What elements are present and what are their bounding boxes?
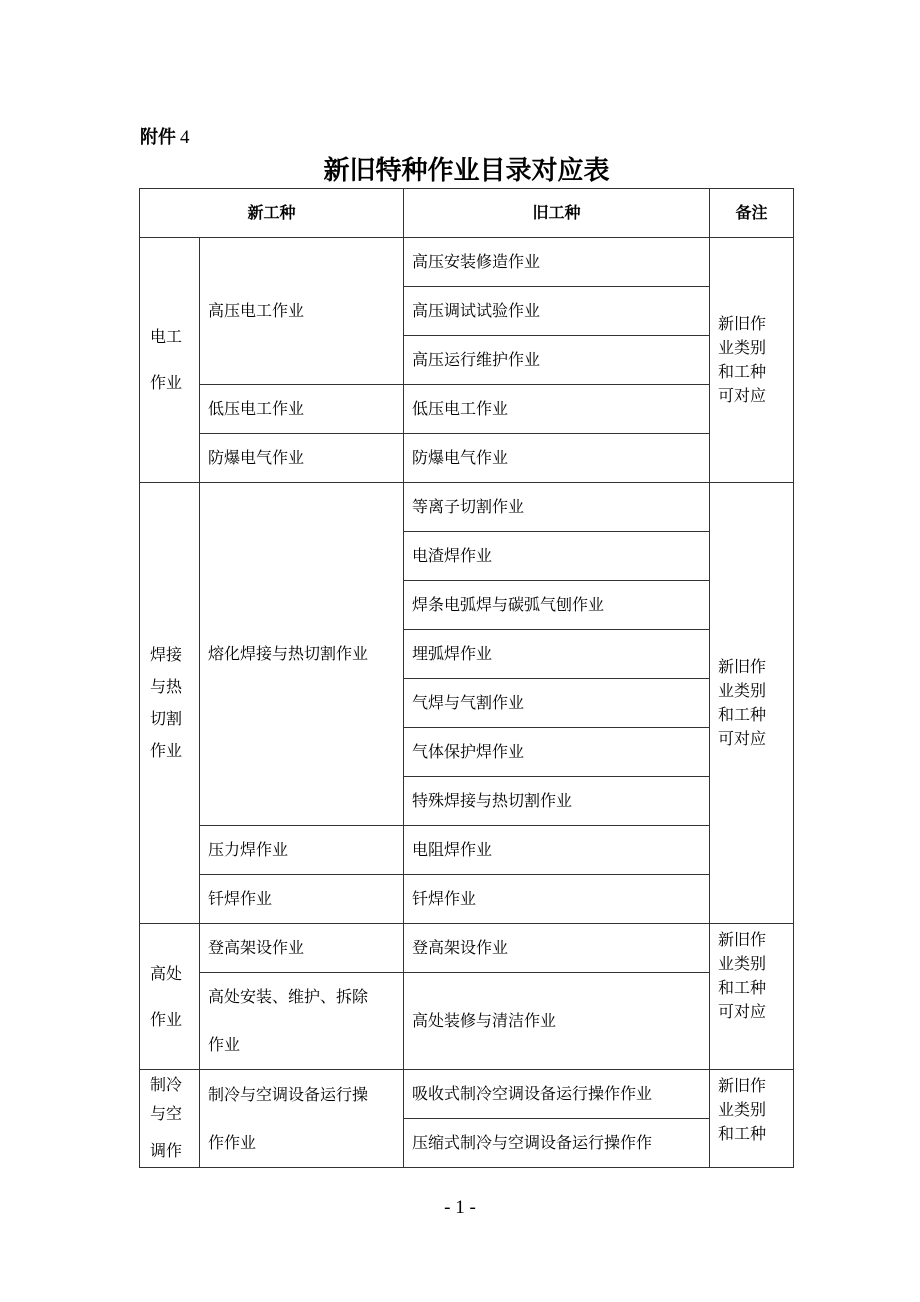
new-type-line: 高处安装、维护、拆除: [208, 987, 369, 1006]
category-line: 作业: [150, 741, 183, 760]
old-type-cell: 电阻焊作业: [404, 826, 710, 875]
new-type-cell: [200, 973, 404, 1070]
old-type-cell: 压缩式制冷与空调设备运行操作作: [404, 1119, 710, 1168]
new-type-cell: 高压电工作业: [200, 238, 404, 385]
old-type-cell: 特殊焊接与热切割作业: [404, 777, 710, 826]
old-type-cell: 焊条电弧焊与碳弧气刨作业: [404, 581, 710, 630]
category-refrigeration: [140, 1070, 200, 1168]
category-line: 切割: [150, 709, 183, 728]
table-row: [140, 1070, 794, 1119]
note-line: 可对应: [718, 729, 767, 748]
category-line: 与热: [150, 677, 183, 696]
table-row: [140, 826, 794, 875]
old-type-cell: 高压调试试验作业: [404, 287, 710, 336]
attachment-text: 附件: [140, 127, 176, 148]
note-welding: [710, 483, 794, 924]
category-line: 制冷: [150, 1075, 183, 1094]
table-row: [140, 238, 794, 287]
note-electrical: [710, 238, 794, 483]
note-line: 可对应: [718, 1002, 767, 1021]
new-type-cell: 低压电工作业: [200, 385, 404, 434]
category-line: 作业: [150, 373, 183, 392]
note-line: 新旧作: [718, 657, 767, 676]
old-type-cell: 高压运行维护作业: [404, 336, 710, 385]
new-type-cell: 防爆电气作业: [200, 434, 404, 483]
category-line: 调作: [150, 1141, 183, 1160]
new-type-line: 作业: [208, 1035, 241, 1054]
old-type-cell: 低压电工作业: [404, 385, 710, 434]
header-row: [140, 189, 794, 238]
category-electrical: [140, 238, 200, 483]
note-line: 可对应: [718, 386, 767, 405]
note-line: 新旧作: [718, 314, 767, 333]
category-height: [140, 924, 200, 1070]
page-title: 新旧特种作业目录对应表: [323, 156, 610, 186]
table-row: [140, 924, 794, 973]
header-old: 旧工种: [404, 189, 710, 238]
new-type-cell: 熔化焊接与热切割作业: [200, 483, 404, 826]
note-line: 新旧作: [718, 1076, 767, 1095]
note-line: 和工种: [718, 978, 767, 997]
old-type-cell: 高处装修与清洁作业: [404, 973, 710, 1070]
table-row: [140, 483, 794, 532]
new-type-cell: 登高架设作业: [200, 924, 404, 973]
note-line: 和工种: [718, 1124, 767, 1143]
page-number: - 1 -: [444, 1197, 476, 1218]
old-type-cell: 钎焊作业: [404, 875, 710, 924]
new-type-line: 制冷与空调设备运行操: [208, 1084, 369, 1104]
old-type-cell: 吸收式制冷空调设备运行操作作业: [404, 1070, 710, 1119]
note-line: 业类别: [718, 681, 767, 700]
note-line: 业类别: [718, 1100, 767, 1119]
note-line: 和工种: [718, 362, 767, 381]
table-row: [140, 385, 794, 434]
old-type-cell: 高压安装修造作业: [404, 238, 710, 287]
attachment-label: [140, 123, 190, 149]
note-height: [710, 924, 794, 1070]
table-row: [140, 875, 794, 924]
old-type-cell: 气焊与气割作业: [404, 679, 710, 728]
note-line: 业类别: [718, 338, 767, 357]
header-note: 备注: [710, 189, 794, 238]
attachment-number: 4: [180, 127, 190, 148]
note-line: 新旧作: [718, 930, 767, 949]
new-type-line: 作作业: [208, 1132, 257, 1152]
note-refrigeration: [710, 1070, 794, 1168]
category-line: 与空: [150, 1104, 183, 1123]
note-line: 和工种: [718, 705, 767, 724]
old-type-cell: 埋弧焊作业: [404, 630, 710, 679]
new-type-cell: [200, 1070, 404, 1168]
table-row: [140, 434, 794, 483]
old-type-cell: 等离子切割作业: [404, 483, 710, 532]
category-line: 高处: [150, 963, 183, 983]
category-welding: [140, 483, 200, 924]
old-type-cell: 登高架设作业: [404, 924, 710, 973]
note-line: 业类别: [718, 954, 767, 973]
category-line: 焊接: [150, 645, 183, 664]
category-line: 作业: [150, 1009, 183, 1029]
old-type-cell: 电渣焊作业: [404, 532, 710, 581]
old-type-cell: 气体保护焊作业: [404, 728, 710, 777]
header-new: 新工种: [140, 189, 404, 238]
catalog-table: [139, 188, 794, 1168]
old-type-cell: 防爆电气作业: [404, 434, 710, 483]
table-row: [140, 973, 794, 1070]
category-line: 电工: [150, 327, 183, 346]
new-type-cell: 压力焊作业: [200, 826, 404, 875]
new-type-cell: 钎焊作业: [200, 875, 404, 924]
